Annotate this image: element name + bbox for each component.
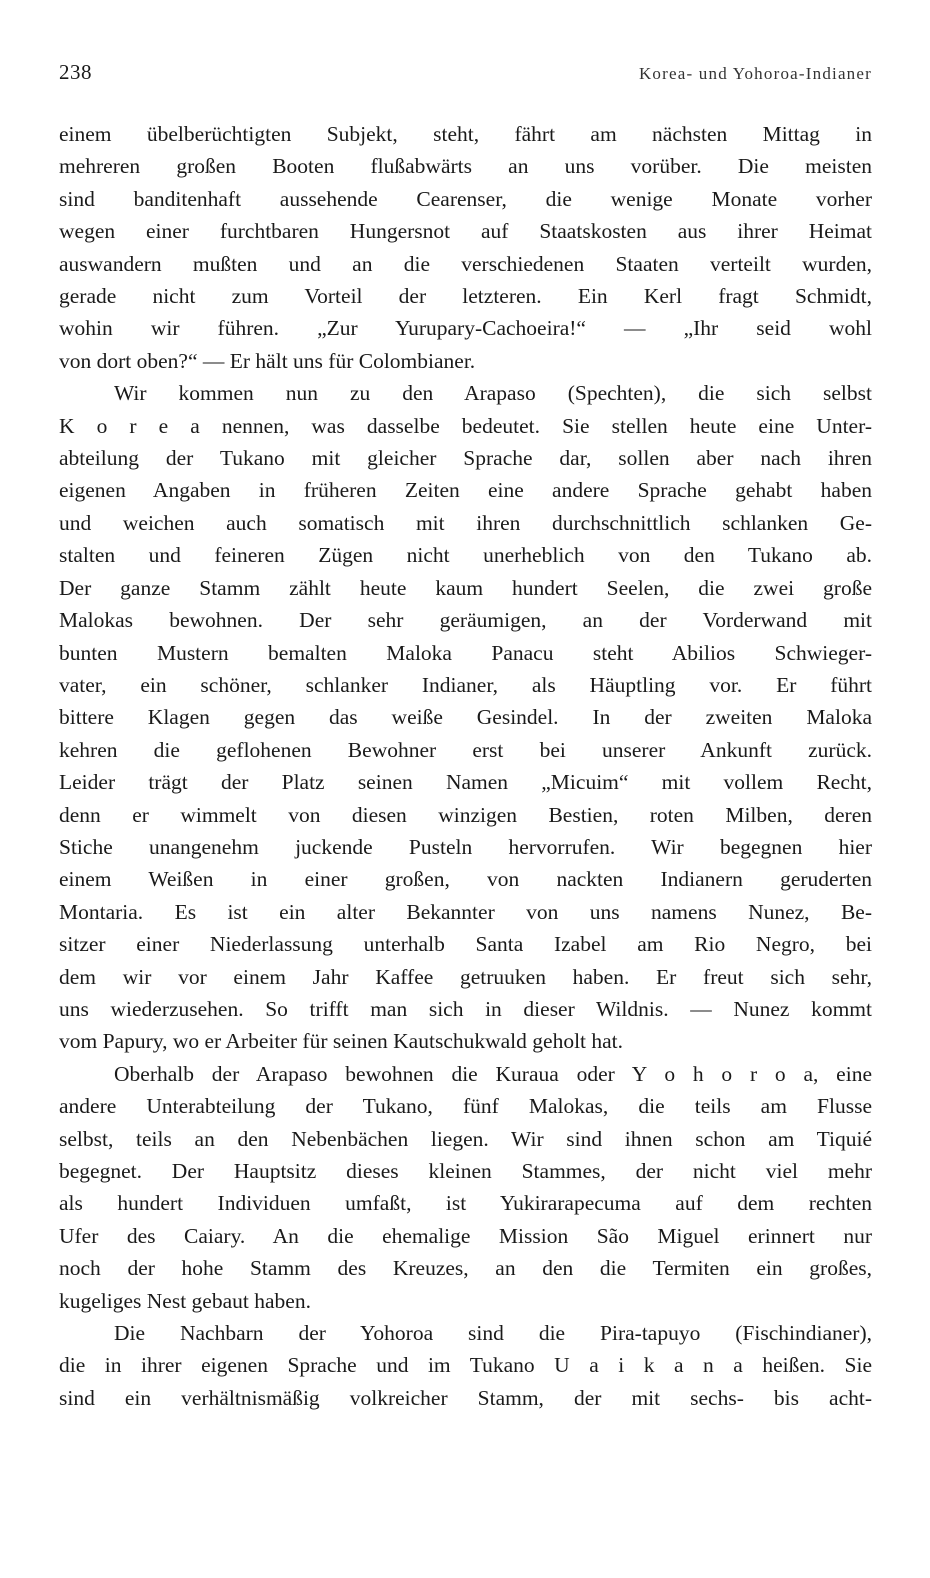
text-line: von dort oben?“ — Er hält uns für Colombianer. <box>59 348 476 373</box>
text-line: Der ganze Stamm zählt heute kaum hundert Seelen, die zwei große <box>59 575 872 600</box>
text-line: denn er wimmelt von diesen winzigen Bestien, roten Milben, deren <box>59 802 872 827</box>
text-line: K o r e a nennen, was dasselbe bedeutet. Sie stellen heute eine Unter- <box>59 413 872 438</box>
text-line: einem Weißen in einer großen, von nackten Indianern geruderten <box>59 867 872 892</box>
body-text <box>59 118 872 1414</box>
text-line: Wir kommen nun zu den Arapaso (Spechten), die sich selbst <box>114 381 872 406</box>
text-line: abteilung der Tukano mit gleicher Sprache dar, sollen aber nach ihren <box>59 446 872 471</box>
text-line: sind banditenhaft aussehende Cearenser, die wenige Monate vorher <box>59 186 872 211</box>
text-line: bittere Klagen gegen das weiße Gesindel. In der zweiten Maloka <box>59 705 872 730</box>
text-line: eigenen Angaben in früheren Zeiten eine andere Sprache gehabt haben <box>59 478 872 503</box>
text-line: stalten und feineren Zügen nicht unerheblich von den Tukano ab. <box>59 543 872 568</box>
text-line: wegen einer furchtbaren Hungersnot auf Staatskosten aus ihrer Heimat <box>59 219 872 244</box>
running-title: Korea- und Yohoroa-Indianer <box>638 64 872 83</box>
text-line: begegnet. Der Hauptsitz dieses kleinen Stammes, der nicht viel mehr <box>59 1159 872 1183</box>
text-line: Oberhalb der Arapaso bewohnen die Kuraua oder Y o h o r o a, eine <box>114 1061 872 1086</box>
text-line: wohin wir führen. „Zur Yurupary-Cachoeira!“ — „Ihr seid wohl <box>59 316 872 341</box>
paragraph <box>59 377 872 1058</box>
text-line: als hundert Individuen umfaßt, ist Yukirarapecuma auf dem rechten <box>59 1191 872 1216</box>
text-line: vater, ein schöner, schlanker Indianer, als Häuptling vor. Er führt <box>59 672 872 697</box>
text-line: sitzer einer Niederlassung unterhalb Santa Izabel am Rio Negro, bei <box>59 932 872 957</box>
text-line: Die Nachbarn der Yohoroa sind die Pira-tapuyo (Fischindianer), <box>114 1321 872 1346</box>
text-line: Stiche unangenehm juckende Pusteln hervorrufen. Wir begegnen hier <box>59 834 872 859</box>
text-line: kugeliges Nest gebaut haben. <box>59 1288 311 1313</box>
text-line: sind ein verhältnismäßig volkreicher Stamm, der mit sechs- bis acht- <box>59 1385 872 1410</box>
text-line: vom Papury, wo er Arbeiter für seinen Kautschukwald geholt hat. <box>59 1029 624 1054</box>
running-head <box>59 60 872 96</box>
text-line: noch der hohe Stamm des Kreuzes, an den die Termiten ein großes, <box>59 1256 872 1281</box>
text-line: gerade nicht zum Vorteil der letzteren. Ein Kerl fragt Schmidt, <box>59 284 872 309</box>
text-line: uns wiederzusehen. So trifft man sich in dieser Wildnis. — Nunez kommt <box>59 996 872 1021</box>
text-line: selbst, teils an den Nebenbächen liegen. Wir sind ihnen schon am Tiquié <box>59 1126 872 1151</box>
text-line: Leider trägt der Platz seinen Namen „Micuim“ mit vollem Recht, <box>59 770 872 795</box>
text-line: und weichen auch somatisch mit ihren durchschnittlich schlanken Ge- <box>59 510 872 535</box>
text-line: mehreren großen Booten flußabwärts an uns vorüber. Die meisten <box>59 154 872 179</box>
text-line: die in ihrer eigenen Sprache und im Tukano U a i k a n a heißen. Sie <box>59 1353 872 1378</box>
paragraph <box>59 1058 872 1317</box>
text-line: kehren die geflohenen Bewohner erst bei unserer Ankunft zurück. <box>59 737 872 762</box>
paragraph <box>59 1317 872 1414</box>
text-line: Ufer des Caiary. An die ehemalige Mission São Miguel erinnert nur <box>59 1223 872 1248</box>
text-line: dem wir vor einem Jahr Kaffee getruuken haben. Er freut sich sehr, <box>59 964 872 989</box>
text-line: Montaria. Es ist ein alter Bekannter von uns namens Nunez, Be- <box>59 899 872 924</box>
page-number: 238 <box>59 60 92 84</box>
text-line: andere Unterabteilung der Tukano, fünf Malokas, die teils am Flusse <box>59 1094 872 1119</box>
text-line: Malokas bewohnen. Der sehr geräumigen, an der Vorderwand mit <box>59 608 872 633</box>
text-line: einem übelberüchtigten Subjekt, steht, fährt am nächsten Mittag in <box>59 122 872 146</box>
text-line: bunten Mustern bemalten Maloka Panacu steht Abilios Schwieger- <box>59 640 872 665</box>
paragraph <box>59 118 872 377</box>
text-line: auswandern mußten und an die verschiedenen Staaten verteilt wurden, <box>59 251 872 276</box>
